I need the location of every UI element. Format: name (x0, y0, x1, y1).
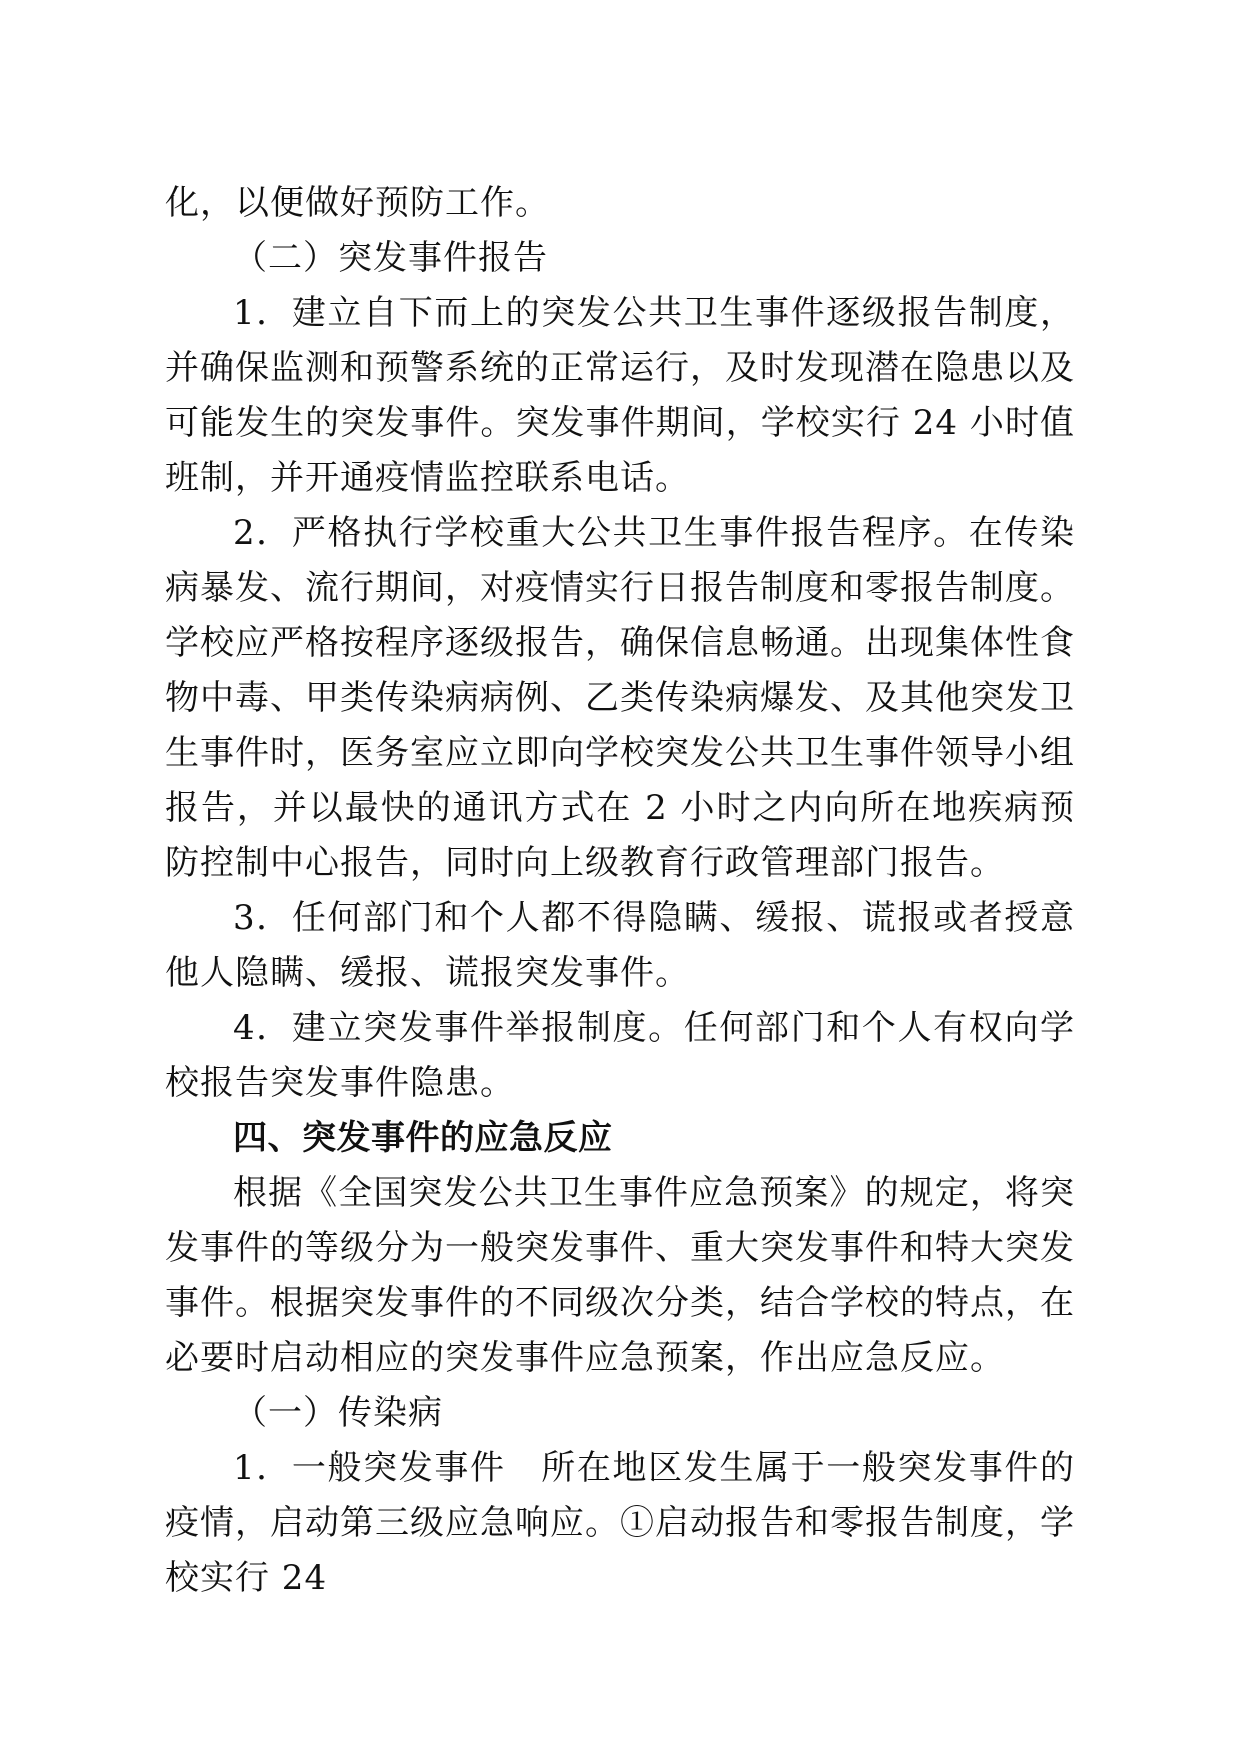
paragraph-response-intro: 根据《全国突发公共卫生事件应急预案》的规定，将突发事件的等级分为一般突发事件、重大突发事件和特大突发事件。根据突发事件的不同级次分类，结合学校的特点，在必要时启动相应的突发事件应急预案，作出应急反应。 (165, 1173, 1075, 1378)
document-body (165, 176, 1075, 1606)
paragraph-item-2: 2．严格执行学校重大公共卫生事件报告程序。在传染病暴发、流行期间，对疫情实行日报告制度和零报告制度。学校应严格按程序逐级报告，确保信息畅通。出现集体性食物中毒、甲类传染病病例、乙类传染病爆发、及其他突发卫生事件时，医务室应立即向学校突发公共卫生事件领导小组报告，并以最快的通讯方式在 2 小时之内向所在地疾病预防控制中心报告，同时向上级教育行政管理部门报告。 (165, 513, 1075, 883)
subheading-infectious-disease: （一）传染病 (233, 1393, 443, 1433)
paragraph-item-3: 3．任何部门和个人都不得隐瞒、缓报、谎报或者授意他人隐瞒、缓报、谎报突发事件。 (165, 898, 1075, 993)
paragraph-continuation: 化，以便做好预防工作。 (165, 183, 550, 223)
subheading-emergency-report: （二）突发事件报告 (233, 238, 548, 278)
section-heading-emergency-response: 四、突发事件的应急反应 (233, 1118, 613, 1158)
paragraph-item-1: 1．建立自下而上的突发公共卫生事件逐级报告制度，并确保监测和预警系统的正常运行，及时发现潜在隐患以及可能发生的突发事件。突发事件期间，学校实行 24 小时值班制，并开通疫情监控联系电话。 (165, 293, 1075, 498)
paragraph-item-4: 4．建立突发事件举报制度。任何部门和个人有权向学校报告突发事件隐患。 (165, 1008, 1075, 1103)
paragraph-general-emergency: 1．一般突发事件 所在地区发生属于一般突发事件的疫情，启动第三级应急响应。①启动报告和零报告制度，学校实行 24 (165, 1448, 1075, 1598)
